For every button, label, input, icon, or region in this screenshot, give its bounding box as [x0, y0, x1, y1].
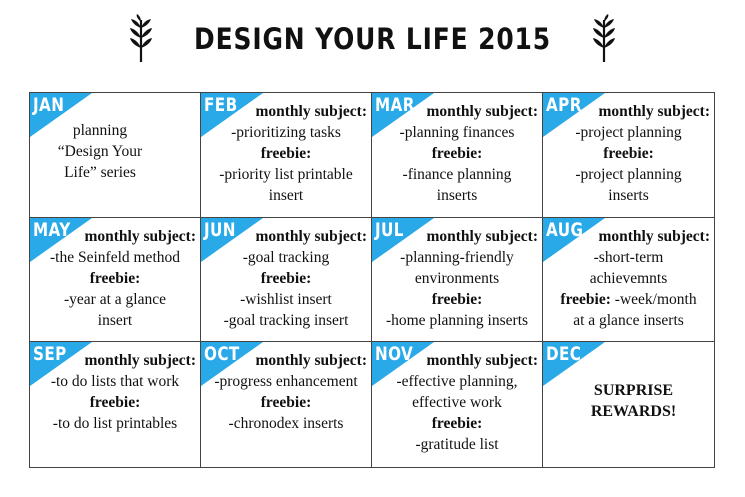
subject-line: -planning-friendly [400, 248, 514, 266]
subject-label: monthly subject: [426, 227, 538, 245]
month-label: JUN [204, 218, 236, 241]
freebie-label: freebie: [560, 290, 611, 308]
page-title: DESIGN YOUR LIFE 2015 [194, 22, 551, 56]
subject-line: -prioritizing tasks [231, 124, 341, 141]
month-label: FEB [204, 94, 238, 116]
month-cell-sep [30, 342, 201, 467]
freebie-label: freebie: [260, 269, 312, 287]
month-content [543, 380, 714, 422]
month-label: JUL [375, 218, 404, 241]
freebie-line: -to do list printables [52, 415, 178, 433]
freebie-label: freebie: [431, 290, 483, 308]
freebie-line: -priority list printable [219, 166, 353, 183]
month-content [30, 120, 200, 183]
month-content [543, 101, 714, 206]
subject-line: -project planning [575, 124, 682, 141]
freebie-label: freebie: [260, 145, 312, 162]
subject-label: monthly subject: [426, 103, 538, 120]
freebie-line: -wishlist insert [240, 290, 332, 308]
content-line: “Design Your [57, 143, 143, 160]
month-label: DEC [546, 343, 582, 366]
freebie-label: freebie: [603, 145, 654, 162]
subject-line: -progress enhancement [214, 373, 358, 391]
month-content [372, 226, 542, 331]
subject-line: achievemnts [589, 269, 668, 287]
month-cell-apr [543, 93, 714, 218]
freebie-row [543, 289, 714, 310]
subject-label: monthly subject: [598, 227, 710, 245]
subject-line: -the Seinfeld method [50, 248, 180, 266]
content-line: REWARDS! [590, 403, 677, 421]
calendar-grid [29, 92, 715, 468]
subject-label: monthly subject: [84, 352, 196, 370]
content-line: SURPRISE [593, 382, 674, 400]
freebie-line: insert [268, 187, 304, 204]
month-cell-jan [30, 93, 201, 218]
month-content [372, 101, 542, 206]
month-cell-jun [201, 218, 372, 343]
freebie-line: at a glance inserts [573, 311, 684, 329]
month-cell-feb [201, 93, 372, 218]
month-content [201, 101, 371, 206]
subject-line: -planning finances [399, 124, 515, 141]
month-cell-oct [201, 342, 372, 467]
month-content [30, 226, 200, 331]
freebie-line: insert [97, 311, 133, 329]
month-content [201, 350, 371, 434]
freebie-line: -project planning [575, 166, 682, 183]
month-label: APR [546, 94, 582, 116]
month-content [543, 226, 714, 331]
freebie-line: -week/month [614, 290, 697, 308]
content-line: Life” series [64, 164, 136, 181]
freebie-line: inserts [608, 187, 649, 204]
freebie-line: inserts [436, 187, 478, 204]
month-label: MAY [33, 218, 71, 241]
month-cell-dec [543, 342, 714, 467]
subject-line: environments [414, 269, 500, 287]
freebie-label: freebie: [431, 145, 483, 162]
freebie-line: -chronodex inserts [228, 415, 344, 433]
month-label: AUG [546, 218, 584, 241]
subject-label: monthly subject: [255, 103, 367, 120]
content-line: planning [72, 122, 128, 139]
subject-label: monthly subject: [84, 227, 196, 245]
subject-line: effective work [412, 394, 502, 412]
month-cell-mar [372, 93, 543, 218]
freebie-label: freebie: [89, 394, 141, 412]
month-label: MAR [375, 94, 415, 116]
month-cell-may [30, 218, 201, 343]
month-label: NOV [375, 343, 414, 366]
sprig-icon-right [590, 14, 618, 64]
month-content [201, 226, 371, 331]
subject-label: monthly subject: [255, 227, 367, 245]
month-cell-nov [372, 342, 543, 467]
month-label: JAN [33, 94, 65, 116]
freebie-line: -gratitude list [415, 436, 499, 454]
subject-line: -short-term [593, 248, 664, 266]
freebie-line: -year at a glance [64, 290, 166, 308]
month-label: SEP [33, 343, 67, 366]
header [0, 10, 745, 68]
freebie-label: freebie: [260, 394, 312, 412]
month-cell-aug [543, 218, 714, 343]
subject-label: monthly subject: [598, 103, 710, 120]
month-cell-jul [372, 218, 543, 343]
freebie-label: freebie: [431, 415, 483, 433]
freebie-line: -home planning inserts [385, 311, 529, 329]
freebie-label: freebie: [89, 269, 141, 287]
freebie-line: -finance planning [402, 166, 512, 183]
subject-label: monthly subject: [426, 352, 538, 370]
month-label: OCT [204, 343, 240, 366]
month-content [30, 350, 200, 434]
subject-label: monthly subject: [255, 352, 367, 370]
subject-line: -effective planning, [396, 373, 518, 391]
month-content [372, 350, 542, 455]
subject-line: -goal tracking [242, 248, 330, 266]
freebie-line: -goal tracking insert [223, 311, 349, 329]
subject-line: -to do lists that work [50, 373, 180, 391]
sprig-icon-left [127, 14, 155, 64]
